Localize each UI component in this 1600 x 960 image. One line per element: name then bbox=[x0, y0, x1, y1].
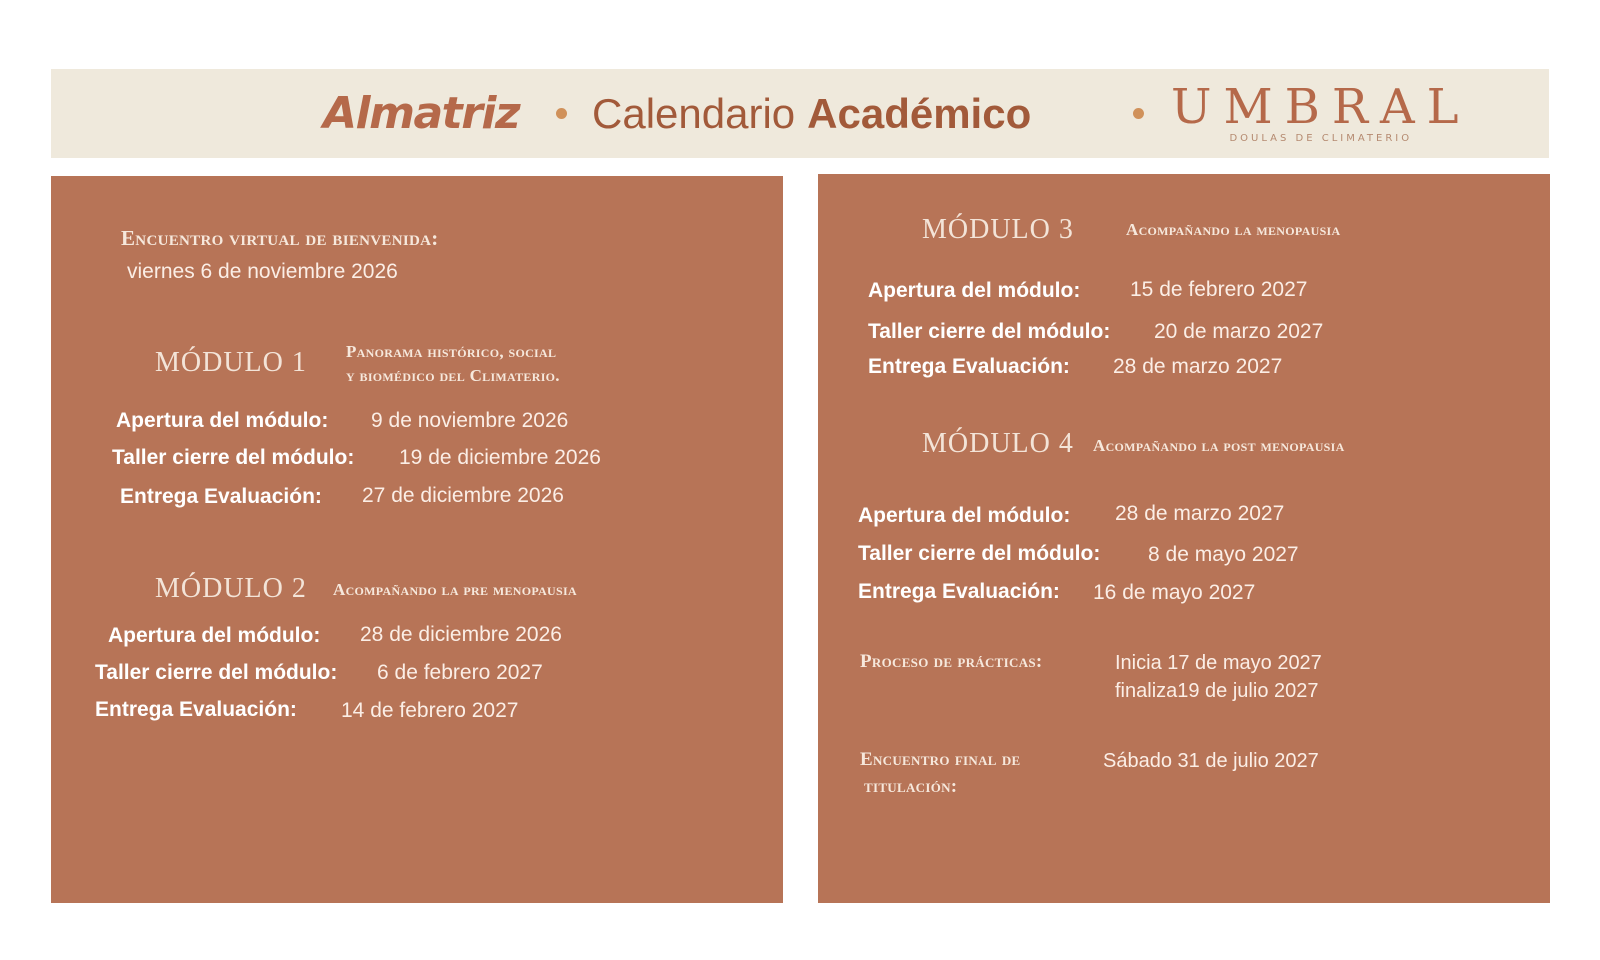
module-4-taller-date: 8 de mayo 2027 bbox=[1148, 543, 1299, 566]
final-label-line2: titulación: bbox=[864, 776, 958, 797]
almatriz-logo: Almatriz bbox=[323, 88, 520, 139]
welcome-label: Encuentro virtual de bienvenida: bbox=[121, 226, 439, 250]
module-4-apertura-label: Apertura del módulo: bbox=[858, 504, 1071, 527]
left-panel bbox=[51, 176, 783, 903]
page-title bbox=[592, 69, 1031, 158]
module-1-taller-date: 19 de diciembre 2026 bbox=[399, 446, 601, 469]
module-2-entrega-date: 14 de febrero 2027 bbox=[341, 699, 519, 722]
module-1-entrega-label: Entrega Evaluación: bbox=[120, 485, 322, 508]
title-bold: Académico bbox=[807, 89, 1032, 137]
practicas-inicio: Inicia 17 de mayo 2027 bbox=[1115, 652, 1322, 674]
module-1-apertura-label: Apertura del módulo: bbox=[116, 409, 329, 432]
module-4-entrega-label: Entrega Evaluación: bbox=[858, 580, 1060, 603]
practicas-fin: finaliza19 de julio 2027 bbox=[1115, 680, 1319, 702]
module-2-subtitle: Acompañando la pre menopausia bbox=[333, 580, 577, 599]
module-4-subtitle: Acompañando la post menopausia bbox=[1093, 436, 1345, 455]
module-3-entrega-label: Entrega Evaluación: bbox=[868, 355, 1070, 378]
title-light: Calendario bbox=[592, 89, 796, 137]
module-1-subtitle-line1: Panorama histórico, social bbox=[346, 342, 557, 361]
module-1-taller-label: Taller cierre del módulo: bbox=[112, 446, 355, 469]
welcome-date: viernes 6 de noviembre 2026 bbox=[127, 260, 398, 283]
umbral-logo bbox=[1171, 69, 1471, 158]
module-4-apertura-date: 28 de marzo 2027 bbox=[1115, 502, 1285, 525]
module-4-taller-label: Taller cierre del módulo: bbox=[858, 542, 1101, 565]
module-3-title: MÓDULO 3 bbox=[922, 214, 1074, 245]
module-1-title: MÓDULO 1 bbox=[155, 347, 307, 378]
final-label-line1: Encuentro final de bbox=[860, 749, 1021, 770]
module-4-entrega-date: 16 de mayo 2027 bbox=[1093, 581, 1256, 604]
module-2-apertura-label: Apertura del módulo: bbox=[108, 624, 321, 647]
practicas-label: Proceso de prácticas: bbox=[860, 651, 1043, 672]
module-2-taller-label: Taller cierre del módulo: bbox=[95, 661, 338, 684]
module-3-subtitle: Acompañando la menopausia bbox=[1126, 220, 1341, 239]
module-2-apertura-date: 28 de diciembre 2026 bbox=[360, 623, 562, 646]
separator-dot-icon bbox=[1133, 108, 1144, 119]
module-2-entrega-label: Entrega Evaluación: bbox=[95, 698, 297, 721]
module-1-subtitle-line2: y biomédico del Climaterio. bbox=[346, 366, 560, 385]
header-bar bbox=[51, 69, 1549, 158]
module-1-apertura-date: 9 de noviembre 2026 bbox=[371, 409, 569, 432]
module-4-title: MÓDULO 4 bbox=[922, 428, 1074, 459]
final-date: Sábado 31 de julio 2027 bbox=[1103, 750, 1319, 772]
module-2-title: MÓDULO 2 bbox=[155, 573, 307, 604]
umbral-logo-text: UMBRAL bbox=[1171, 79, 1471, 135]
module-1-entrega-date: 27 de diciembre 2026 bbox=[362, 484, 564, 507]
separator-dot-icon bbox=[556, 108, 567, 119]
module-3-taller-date: 20 de marzo 2027 bbox=[1154, 320, 1324, 343]
umbral-logo-subtitle: DOULAS DE CLIMATERIO bbox=[1229, 133, 1413, 144]
module-2-taller-date: 6 de febrero 2027 bbox=[377, 661, 543, 684]
module-3-apertura-date: 15 de febrero 2027 bbox=[1130, 278, 1308, 301]
module-3-entrega-date: 28 de marzo 2027 bbox=[1113, 355, 1283, 378]
module-3-taller-label: Taller cierre del módulo: bbox=[868, 320, 1111, 343]
module-3-apertura-label: Apertura del módulo: bbox=[868, 279, 1081, 302]
